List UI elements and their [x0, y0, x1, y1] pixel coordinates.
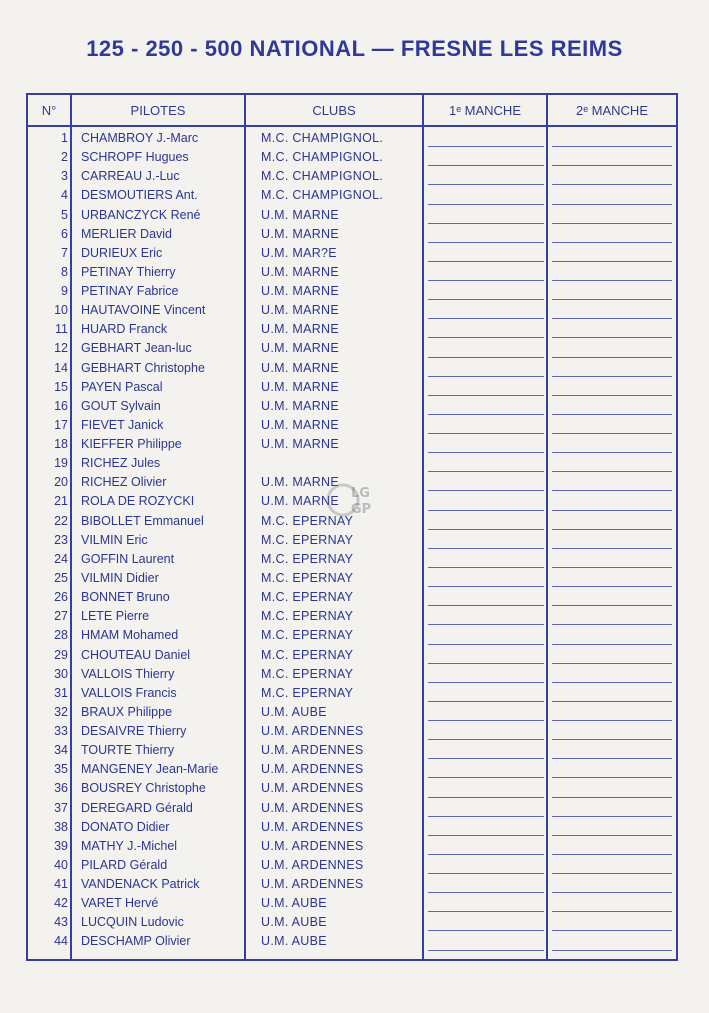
manche-2-entry-line — [552, 337, 672, 338]
pilot-number: 9 — [61, 284, 68, 299]
pilot-number: 44 — [54, 934, 68, 949]
watermark-logo — [323, 480, 385, 520]
pilot-club: U.M. MARNE — [261, 284, 339, 299]
svg-text:LG: LG — [351, 486, 370, 501]
pilot-club: U.M. MARNE — [261, 360, 339, 375]
manche-1-entry-line — [428, 586, 544, 587]
results-table — [26, 93, 678, 961]
manche-2-entry-line — [552, 854, 672, 855]
pilot-club: U.M. MARNE — [261, 475, 339, 490]
pilot-club: U.M. MARNE — [261, 341, 339, 356]
manche-2-entry-line — [552, 184, 672, 185]
table-row — [28, 779, 676, 798]
pilot-name: GOUT Sylvain — [81, 398, 161, 413]
manche-1-entry-line — [428, 280, 544, 281]
manche-1-entry-line — [428, 261, 544, 262]
pilot-name: GEBHART Christophe — [81, 360, 205, 375]
pilot-name: MANGENEY Jean-Marie — [81, 762, 219, 777]
pilot-name: LUCQUIN Ludovic — [81, 915, 184, 930]
pilot-club: U.M. MARNE — [261, 417, 339, 432]
pilot-club: U.M. MARNE — [261, 303, 339, 318]
pilot-name: DESAIVRE Thierry — [81, 724, 187, 739]
table-row — [28, 722, 676, 741]
manche-1-entry-line — [428, 777, 544, 778]
pilot-club: M.C. EPERNAY — [261, 551, 354, 566]
pilot-number: 32 — [54, 704, 68, 719]
manche-2-entry-line — [552, 414, 672, 415]
pilot-club: M.C. EPERNAY — [261, 628, 354, 643]
pilot-number: 37 — [54, 800, 68, 815]
table-row — [28, 531, 676, 550]
pilot-name: BOUSREY Christophe — [81, 781, 206, 796]
manche-2-entry-line — [552, 777, 672, 778]
manche-2-entry-line — [552, 376, 672, 377]
pilot-number: 43 — [54, 915, 68, 930]
pilot-name: PETINAY Fabrice — [81, 284, 179, 299]
manche-1-entry-line — [428, 605, 544, 606]
pilot-name: GOFFIN Laurent — [81, 551, 175, 566]
pilot-name: FIEVET Janick — [81, 417, 164, 432]
manche-1-entry-line — [428, 510, 544, 511]
manche-2-entry-line — [552, 758, 672, 759]
pilot-club: U.M. ARDENNES — [261, 781, 364, 796]
manche-1-entry-line — [428, 376, 544, 377]
pilot-name: HMAM Mohamed — [81, 628, 179, 643]
manche-1-entry-line — [428, 395, 544, 396]
pilot-number: 22 — [54, 513, 68, 528]
pilot-name: RICHEZ Olivier — [81, 475, 167, 490]
pilot-club: M.C. EPERNAY — [261, 570, 354, 585]
pilot-number: 16 — [54, 398, 68, 413]
header-num: N° — [41, 103, 57, 118]
pilot-name: BIBOLLET Emmanuel — [81, 513, 204, 528]
pilot-name: HAUTAVOINE Vincent — [81, 303, 206, 318]
manche-2-entry-line — [552, 739, 672, 740]
table-row — [28, 894, 676, 913]
manche-1-entry-line — [428, 414, 544, 415]
pilot-number: 36 — [54, 781, 68, 796]
pilot-name: TOURTE Thierry — [81, 743, 175, 758]
manche-2-entry-line — [552, 510, 672, 511]
pilot-club: U.M. MARNE — [261, 437, 339, 452]
manche-1-entry-line — [428, 797, 544, 798]
pilot-name: VARET Hervé — [81, 896, 159, 911]
manche-2-entry-line — [552, 452, 672, 453]
manche-2-entry-line — [552, 318, 672, 319]
manche-2-entry-line — [552, 529, 672, 530]
manche-1-entry-line — [428, 223, 544, 224]
pilot-number: 21 — [54, 494, 68, 509]
header-clubs: CLUBS — [312, 103, 356, 118]
pilot-number: 19 — [54, 456, 68, 471]
manche-1-entry-line — [428, 204, 544, 205]
manche-2-entry-line — [552, 471, 672, 472]
manche-2-entry-line — [552, 663, 672, 664]
pilot-name: ROLA DE ROZYCKI — [81, 494, 195, 509]
manche-1-entry-line — [428, 242, 544, 243]
pilot-club: M.C. EPERNAY — [261, 532, 354, 547]
pilot-club: U.M. MARNE — [261, 494, 339, 509]
pilot-number: 6 — [61, 226, 68, 241]
pilot-name: GEBHART Jean-luc — [81, 341, 192, 356]
header-manche-1: 1ᵉ MANCHE — [448, 103, 521, 118]
table-row — [28, 186, 676, 205]
pilot-name: VALLOIS Francis — [81, 685, 177, 700]
pilot-club: U.M. MAR?E — [261, 245, 337, 260]
pilot-club: U.M. MARNE — [261, 322, 339, 337]
pilot-number: 12 — [54, 341, 68, 356]
manche-2-entry-line — [552, 835, 672, 836]
pilot-number: 5 — [61, 207, 68, 222]
header-pilotes: PILOTES — [130, 103, 186, 118]
table-row — [28, 416, 676, 435]
pilot-number: 35 — [54, 762, 68, 777]
manche-1-entry-line — [428, 644, 544, 645]
pilot-club: M.C. EPERNAY — [261, 609, 354, 624]
pilot-name: DESCHAMP Olivier — [81, 934, 191, 949]
pilot-club: U.M. ARDENNES — [261, 724, 364, 739]
table-row — [28, 301, 676, 320]
pilot-number: 26 — [54, 590, 68, 605]
manche-2-entry-line — [552, 357, 672, 358]
pilot-number: 17 — [54, 417, 68, 432]
pilot-club: U.M. MARNE — [261, 398, 339, 413]
pilot-name: PAYEN Pascal — [81, 379, 163, 394]
pilot-number: 14 — [54, 360, 68, 375]
manche-2-entry-line — [552, 720, 672, 721]
pilot-club: U.M. AUBE — [261, 896, 327, 911]
pilot-number: 29 — [54, 647, 68, 662]
manche-2-entry-line — [552, 146, 672, 147]
manche-1-entry-line — [428, 452, 544, 453]
manche-2-entry-line — [552, 605, 672, 606]
pilot-club: M.C. CHAMPIGNOL. — [261, 169, 384, 184]
manche-2-entry-line — [552, 644, 672, 645]
pilot-club: U.M. AUBE — [261, 704, 327, 719]
pilot-number: 3 — [61, 169, 68, 184]
manche-1-entry-line — [428, 529, 544, 530]
pilot-number: 38 — [54, 819, 68, 834]
pilot-club: M.C. CHAMPIGNOL. — [261, 188, 384, 203]
manche-2-entry-line — [552, 280, 672, 281]
pilot-number: 40 — [54, 857, 68, 872]
manche-2-entry-line — [552, 797, 672, 798]
manche-2-entry-line — [552, 299, 672, 300]
pilot-name: PILARD Gérald — [81, 857, 168, 872]
pilot-name: LETE Pierre — [81, 609, 150, 624]
manche-2-entry-line — [552, 873, 672, 874]
manche-1-entry-line — [428, 930, 544, 931]
manche-2-entry-line — [552, 548, 672, 549]
table-row — [28, 588, 676, 607]
pilot-number: 23 — [54, 532, 68, 547]
manche-1-entry-line — [428, 184, 544, 185]
pilot-club: U.M. ARDENNES — [261, 762, 364, 777]
pilot-club: U.M. MARNE — [261, 264, 339, 279]
manche-1-entry-line — [428, 318, 544, 319]
manche-2-entry-line — [552, 701, 672, 702]
manche-2-entry-line — [552, 490, 672, 491]
manche-2-entry-line — [552, 567, 672, 568]
pilot-name: KIEFFER Philippe — [81, 437, 182, 452]
manche-1-entry-line — [428, 816, 544, 817]
manche-1-entry-line — [428, 337, 544, 338]
manche-1-entry-line — [428, 758, 544, 759]
pilot-number: 10 — [54, 303, 68, 318]
pilot-name: MERLIER David — [81, 226, 172, 241]
pilot-name: VALLOIS Thierry — [81, 666, 175, 681]
pilot-name: BONNET Bruno — [81, 590, 170, 605]
table-row — [28, 665, 676, 684]
pilot-number: 25 — [54, 570, 68, 585]
manche-2-entry-line — [552, 204, 672, 205]
pilot-club: M.C. EPERNAY — [261, 513, 354, 528]
manche-2-entry-line — [552, 950, 672, 951]
pilot-name: VANDENACK Patrick — [81, 877, 200, 892]
pilot-club: M.C. EPERNAY — [261, 647, 354, 662]
manche-1-entry-line — [428, 835, 544, 836]
manche-1-entry-line — [428, 739, 544, 740]
watermark-icon — [323, 480, 385, 520]
pilot-number: 31 — [54, 685, 68, 700]
pilot-club: U.M. ARDENNES — [261, 819, 364, 834]
pilot-name: DESMOUTIERS Ant. — [81, 188, 198, 203]
manche-2-entry-line — [552, 261, 672, 262]
pilot-number: 27 — [54, 609, 68, 624]
manche-1-entry-line — [428, 701, 544, 702]
manche-2-entry-line — [552, 395, 672, 396]
pilot-number: 33 — [54, 724, 68, 739]
manche-1-entry-line — [428, 490, 544, 491]
manche-1-entry-line — [428, 357, 544, 358]
pilot-number: 39 — [54, 838, 68, 853]
pilot-name: HUARD Franck — [81, 322, 168, 337]
pilot-club: M.C. EPERNAY — [261, 666, 354, 681]
pilot-number: 28 — [54, 628, 68, 643]
manche-2-entry-line — [552, 433, 672, 434]
manche-1-entry-line — [428, 720, 544, 721]
pilot-name: BRAUX Philippe — [81, 704, 173, 719]
manche-2-entry-line — [552, 930, 672, 931]
manche-1-entry-line — [428, 873, 544, 874]
pilot-club: U.M. ARDENNES — [261, 800, 364, 815]
manche-2-entry-line — [552, 165, 672, 166]
pilot-number: 18 — [54, 437, 68, 452]
manche-1-entry-line — [428, 950, 544, 951]
pilot-name: CARREAU J.-Luc — [81, 169, 180, 184]
pilot-number: 7 — [61, 245, 68, 260]
pilot-number: 41 — [54, 877, 68, 892]
manche-2-entry-line — [552, 223, 672, 224]
manche-1-entry-line — [428, 567, 544, 568]
manche-1-entry-line — [428, 624, 544, 625]
manche-2-entry-line — [552, 624, 672, 625]
pilot-name: DEREGARD Gérald — [81, 800, 193, 815]
pilot-number: 4 — [61, 188, 68, 203]
manche-2-entry-line — [552, 816, 672, 817]
pilot-name: URBANCZYCK René — [81, 207, 201, 222]
pilot-name: SCHROPF Hugues — [81, 150, 189, 165]
pilot-club: U.M. ARDENNES — [261, 877, 364, 892]
manche-1-entry-line — [428, 663, 544, 664]
manche-2-entry-line — [552, 242, 672, 243]
manche-1-entry-line — [428, 433, 544, 434]
pilot-name: VILMIN Didier — [81, 570, 159, 585]
manche-2-entry-line — [552, 586, 672, 587]
manche-1-entry-line — [428, 146, 544, 147]
pilot-number: 24 — [54, 551, 68, 566]
pilot-number: 8 — [61, 264, 68, 279]
pilot-number: 20 — [54, 475, 68, 490]
pilot-club: U.M. AUBE — [261, 934, 327, 949]
pilot-name: MATHY J.-Michel — [81, 838, 178, 853]
pilot-club: U.M. MARNE — [261, 226, 339, 241]
svg-text:GP: GP — [351, 502, 372, 517]
pilot-club: U.M. ARDENNES — [261, 838, 364, 853]
page-title: 125 - 250 - 500 NATIONAL — FRESNE LES REIMS — [86, 36, 623, 61]
header-manche-2: 2ᵉ MANCHE — [575, 103, 648, 118]
pilot-number: 11 — [55, 322, 68, 337]
pilot-number: 15 — [54, 379, 68, 394]
pilot-club: M.C. EPERNAY — [261, 685, 354, 700]
manche-1-entry-line — [428, 471, 544, 472]
pilot-number: 30 — [54, 666, 68, 681]
manche-2-entry-line — [552, 911, 672, 912]
pilot-name: DURIEUX Eric — [81, 245, 163, 260]
pilot-name: CHOUTEAU Daniel — [81, 647, 191, 662]
pilot-name: PETINAY Thierry — [81, 264, 176, 279]
manche-1-entry-line — [428, 548, 544, 549]
table-row — [28, 244, 676, 263]
pilot-number: 34 — [54, 743, 68, 758]
manche-1-entry-line — [428, 299, 544, 300]
manche-2-entry-line — [552, 892, 672, 893]
pilot-number: 1 — [61, 131, 68, 145]
pilot-club: U.M. MARNE — [261, 207, 339, 222]
manche-2-entry-line — [552, 682, 672, 683]
pilot-name: CHAMBROY J.-Marc — [81, 131, 199, 145]
manche-1-entry-line — [428, 911, 544, 912]
pilot-number: 42 — [54, 896, 68, 911]
pilot-name: DONATO Didier — [81, 819, 170, 834]
table-row — [28, 837, 676, 856]
pilot-club: U.M. MARNE — [261, 379, 339, 394]
pilot-number: 2 — [61, 150, 68, 165]
pilot-club: M.C. CHAMPIGNOL. — [261, 131, 384, 145]
manche-1-entry-line — [428, 892, 544, 893]
manche-1-entry-line — [428, 854, 544, 855]
pilot-club: U.M. ARDENNES — [261, 743, 364, 758]
pilot-name: RICHEZ Jules — [81, 456, 161, 471]
pilot-club: U.M. ARDENNES — [261, 857, 364, 872]
pilot-club: M.C. CHAMPIGNOL. — [261, 150, 384, 165]
pilot-club: U.M. AUBE — [261, 915, 327, 930]
pilot-name: VILMIN Eric — [81, 532, 148, 547]
manche-1-entry-line — [428, 165, 544, 166]
pilot-club: M.C. EPERNAY — [261, 590, 354, 605]
table-row — [28, 359, 676, 378]
manche-1-entry-line — [428, 682, 544, 683]
